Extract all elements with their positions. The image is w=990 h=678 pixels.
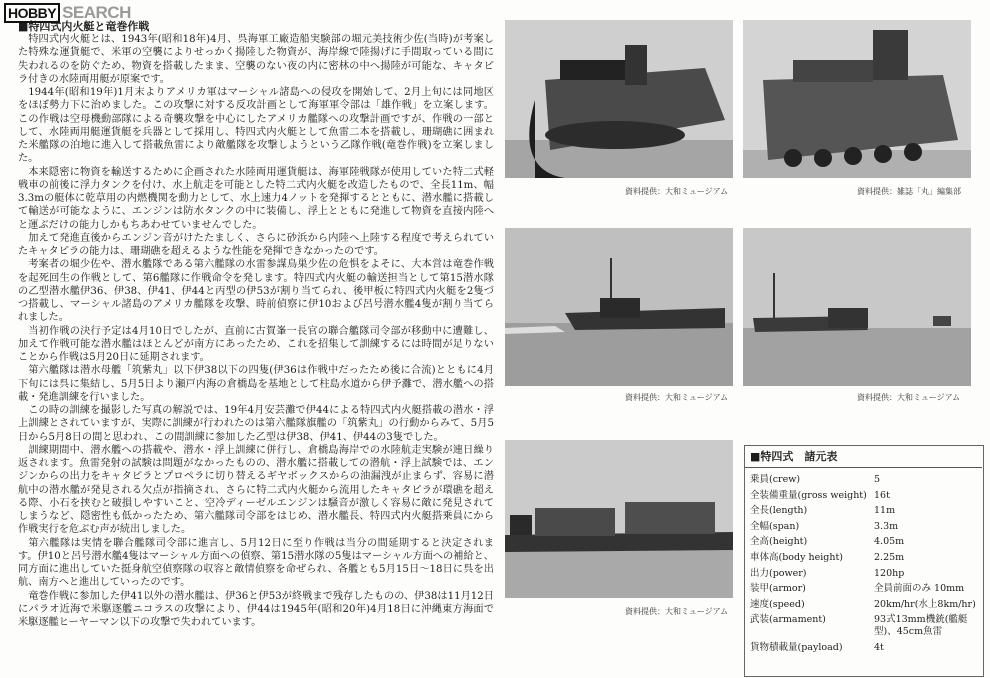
spec-row: 武装(armament) 93式13mm機銃(艦艇型)、45cm魚雷 xyxy=(750,614,968,638)
paragraph: 竜巻作戦に参加した伊41以外の潜水艦は、伊36と伊53が終戦まで残存したものの、伊38は11月12日にパラオ近海で米駆逐艦ニコラスの攻撃により、伊44は1945年(昭和20年)4月18日に沖縄東方海面で米駆逐艦ヒーヤーマン以下の攻撃で失われています。 xyxy=(18,590,494,628)
paragraph: 当初作戦の決行予定は4月10日でしたが、直前に古賀峯一長官の聯合艦隊司令部が移動中に遭難し、加えて作戦可能な潜水艦はほとんどが南方にあったため、これを招集して訓練するには時間が足りないことから作戦は5月20日に延期されます。 xyxy=(18,325,494,363)
article-body xyxy=(18,33,494,629)
spec-row: 貨物積載量(payload) 4t xyxy=(750,641,884,653)
photo-submarine-surfacing xyxy=(743,228,971,386)
spec-row: 全幅(span) 3.3m xyxy=(750,520,899,532)
photo-credit: 資料提供：大和ミュージアム xyxy=(625,393,729,402)
photo-credit: 資料提供：大和ミュージアム xyxy=(857,393,961,402)
spec-row: 装甲(armor) 全員前面のみ 10mm xyxy=(750,583,965,595)
paragraph: 第六艦隊は潜水母艦「筑紫丸」以下伊38以下の四隻(伊36は作戦中だったため後に合流)とともに4月下旬には呉に集結し、5月5日より瀬戸内海の倉橋島を基地として柱島水道から伊予灘で、潜水艦への搭載・発進訓練を行いました。 xyxy=(18,365,494,403)
spec-row: 全長(length) 11m xyxy=(750,505,896,517)
photo-credit: 資料提供：大和ミュージアム xyxy=(625,187,729,196)
paragraph: 訓練期間中、潜水艦への搭載や、潜水・浮上訓練に併行し、倉橋島海岸での水陸航走実験が連日繰り返されます。魚雷発射の試験は問題がなかったものの、潜水艦に搭載しての潜航・浮上試験では、エンジンからの出力をキャタピラとプロペラに切り替えるギヤボックスからの油漏洩が止まらず、容易に潜航中の潜水艦が発見される欠点が指摘され、さらに特二式内火艇から流用したキャタピラが環礁を超える際、小石を挟むと破損しやすいこと、空冷ディーゼルエンジンは騒音が激しく容易に敵に発見されてしまうなど、隠密性も低かったため、第六艦隊司令部をはじめ、潜水艦長、特四式内火艇搭乗員にから作戦実行を危ぶむ声が続出しました。 xyxy=(18,444,494,536)
paragraph: 特四式内火艇とは、1943年(昭和18年)4月、呉海軍工廠造船実験部の堀元美技術少佐(当時)が考案した特殊な運貨艇で、米軍の空襲によりせっかく揚陸した物資が、海岸線で陸揚げに手間取っている間に失われるのを防ぐため、物資を搭載したまま、空襲のない夜の内に密林の中へ揚陸が可能な、キャタピラ付きの水陸両用艇が原案です。 xyxy=(18,34,494,85)
photo-submarine-sea xyxy=(505,228,733,386)
photo-credit: 資料提供：大和ミュージアム xyxy=(625,607,729,616)
spec-title: ■特四式 諸元表 xyxy=(744,445,982,468)
spec-row: 乗員(crew) 5 xyxy=(750,474,881,485)
spec-row: 車体高(body height) 2.25m xyxy=(750,551,905,563)
paragraph: 考案者の堀少佐や、潜水艦隊である第六艦隊の水雷参謀鳥巣少佐の危惧をよそに、大本営は竜巻作戦を起死回生の作戦として、第6艦隊に作戦命令を発します。特四式内火艇の輸送担当として第15潜水隊の乙型潜水艦伊36、伊38、伊41、伊44と丙型の伊53が割り当てられ、後甲板に特四式内火艇を2隻づつ搭載し、マーシャル諸島のアメリカ艦隊を攻撃、時前偵察に伊10および呂号潜水艦4隻が割り当てられました。 xyxy=(18,259,494,324)
photo-boat-lifted xyxy=(505,20,733,178)
photo-boat-land xyxy=(743,20,971,178)
paragraph: 本来隠密に物資を輸送するために企画された水陸両用運貨艇は、海軍陸戦隊が使用していた特二式軽戦車の前後に浮力タンクを付け、水上航走を可能とした特二式内火艇を改造したもので、全長11m、幅3.3mの艇体に乾草用の内燃機関を動力として、水上速力4ノットを発揮するとともに、潜水艦に搭載して輸送が可能なように、エンジンは防水タンクの中に装備し、浮上とともに発進して物資を直接内陸へと運ぶだけの能力しかもちあわせていませんでした。 xyxy=(18,166,494,231)
paragraph: この時の訓練を撮影した写真の解説では、19年4月安芸灘で伊44による特四式内火艇搭載の潜水・浮上訓練とされていますが、実際に訓練が行われたのは第六艦隊旗艦の「筑紫丸」の行動からみて、5月5日から5月8日の間と思われ、この間訓練に参加した乙型は伊38、伊41、伊44の3隻でした。 xyxy=(18,405,494,443)
paragraph: 1944年(昭和19年)1月末よりアメリカ軍はマーシャル諸島への侵攻を開始して、2月上旬には同地区をほぼ勢力下に治めました。この攻撃に対する反攻計画として海軍軍令部は「雄作戦」を立案します。この作戦は空母機動部隊による奇襲攻撃を中心にしたアメリカ艦隊への攻撃計画ですが、作戦の一部として、水陸両用艇運貨艇を兵器として採用し、特四式内火艇として魚雷二本を搭載し、珊瑚礁に囲まれた米艦隊の泊地に進入して搭載魚雷により敵艦隊を攻撃しようという乙隊作戦(竜巻作戦)を立案しました。 xyxy=(18,87,494,165)
photo-credit: 資料提供：雑誌「丸」編集部 xyxy=(857,187,961,196)
spec-row: 出力(power) 120hp xyxy=(750,567,905,579)
spec-row: 全装備重量(gross weight) 16t xyxy=(750,489,890,501)
paragraph: 第六艦隊は実情を聯合艦隊司令部に進言し、5月12日に至り作戦は当分の間延期すると決定されます。伊10と呂号潜水艦4隻はマーシャル方面への偵察、第15潜水隊の5隻はマーシャル方面への補給と、同方面に進出していた挺身航空偵察隊の収容と敵情偵察を命ぜられ、各艦とも5月15日～18日に呉を出航、南方へと進出していったのです。 xyxy=(18,537,494,589)
spec-row: 全高(height) 4.05m xyxy=(750,536,905,548)
spec-row: 速度(speed) 20km/hr(水上8km/hr) xyxy=(750,598,976,610)
article-title: ■特四式内火艇と竜巻作戦 xyxy=(18,20,150,33)
logo-hobby: HOBBY xyxy=(4,3,60,23)
spec-table xyxy=(744,445,982,658)
photo-submarine-carrying-boats xyxy=(505,440,733,598)
paragraph: 加えて発進直後からエンジン音がけたたましく、さらに砂浜から内陸へ上陸する程度で考えられていたキャタピラの能力は、珊瑚礁を超えるような性能を発揮できなかったのです。 xyxy=(18,232,494,257)
logo-search: SEARCH xyxy=(62,3,131,22)
spec-border xyxy=(744,445,984,677)
